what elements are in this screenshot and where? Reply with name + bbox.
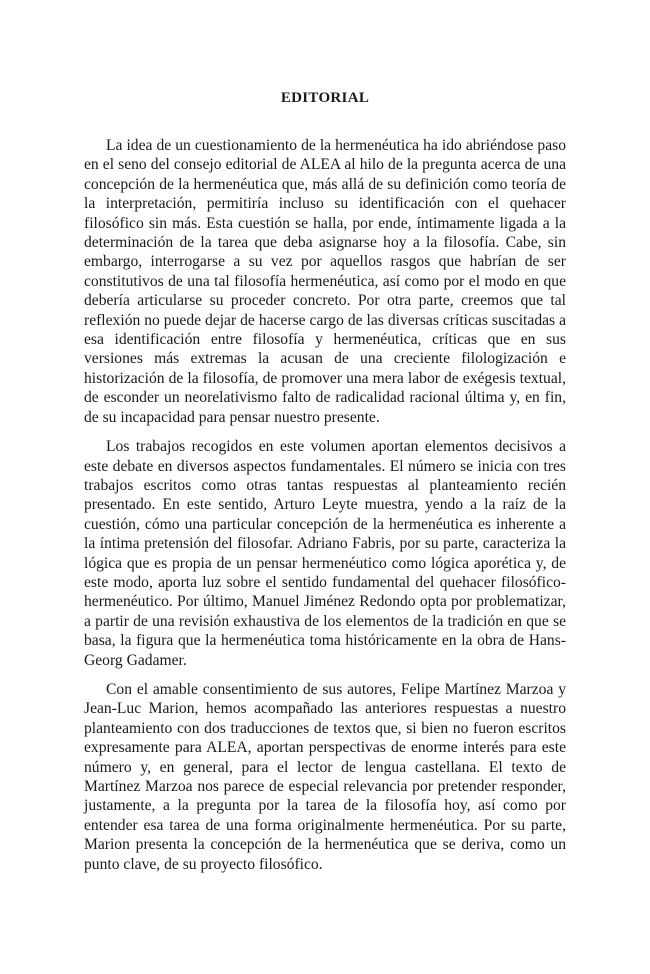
paragraph-2: Los trabajos recogidos en este volumen aportan elementos decisivos a este debate en diversos aspectos fundamentales. El número se inicia con tres trabajos escritos como otras tantas respuestas al planteamiento recién presentado. En este sentido, Arturo Leyte muestra, yendo a la raíz de la cuestión, cómo una particular concepción de la hermenéutica es inherente a la íntima pretensión del filosofar. Adriano Fabris, por su parte, caracteriza la lógica que es propia de un pensar hermenéutico como lógica aporética y, de este modo, aporta luz sobre el sentido fundamental del quehacer filosófico-hermenéutico. Por último, Manuel Jiménez Redondo opta por problematizar, a partir de una revisión exhaustiva de los elementos de la tradición en que se basa, la figura que la hermenéutica toma históricamente en la obra de Hans-Georg Gadamer. [84,438,566,669]
page-title: EDITORIAL [280,90,370,106]
body-text [84,136,566,884]
paragraph-1: La idea de un cuestionamiento de la hermenéutica ha ido abriéndose paso en el seno del consejo editorial de ALEA al hilo de la pregunta acerca de una concepción de la hermenéutica que, más allá de su definición como teoría de la interpretación, permitiría incluso su identificación con el quehacer filosófico sin más. Esta cuestión se halla, por ende, íntimamente ligada a la determinación de la tarea que deba asignarse hoy a la filosofía. Cabe, sin embargo, interrogarse a su vez por aquellos rasgos que habrían de ser constitutivos de una tal filosofía hermenéutica, así como por el modo en que debería articularse su proceder concreto. Por otra parte, creemos que tal reflexión no puede dejar de hacerse cargo de las diversas críticas suscitadas a esa identificación entre filosofía y hermenéutica, críticas que en sus versiones más extremas la acusan de una creciente filologización e historización de la filosofía, de promover una mera labor de exégesis textual, de esconder un neorelativismo falto de radicalidad racional última y, en fin, de su incapacidad para pensar nuestro presente. [84,137,566,426]
paragraph-3: Con el amable consentimiento de sus autores, Felipe Martínez Marzoa y Jean-Luc Marion, hemos acompañado las anteriores respuestas a nuestro planteamiento con dos traducciones de textos que, si bien no fueron escritos expresamente para ALEA, aportan perspectivas de enorme interés para este número y, en general, para el lector de lengua castellana. El texto de Martínez Marzoa nos parece de especial relevancia por pretender responder, justamente, a la pregunta por la tarea de la filosofía hoy, así como por entender esa tarea de una forma originalmente hermenéutica. Por su parte, Marion presenta la concepción de la hermenéutica que se deriva, como un punto clave, de su proyecto filosófico. [84,680,566,873]
